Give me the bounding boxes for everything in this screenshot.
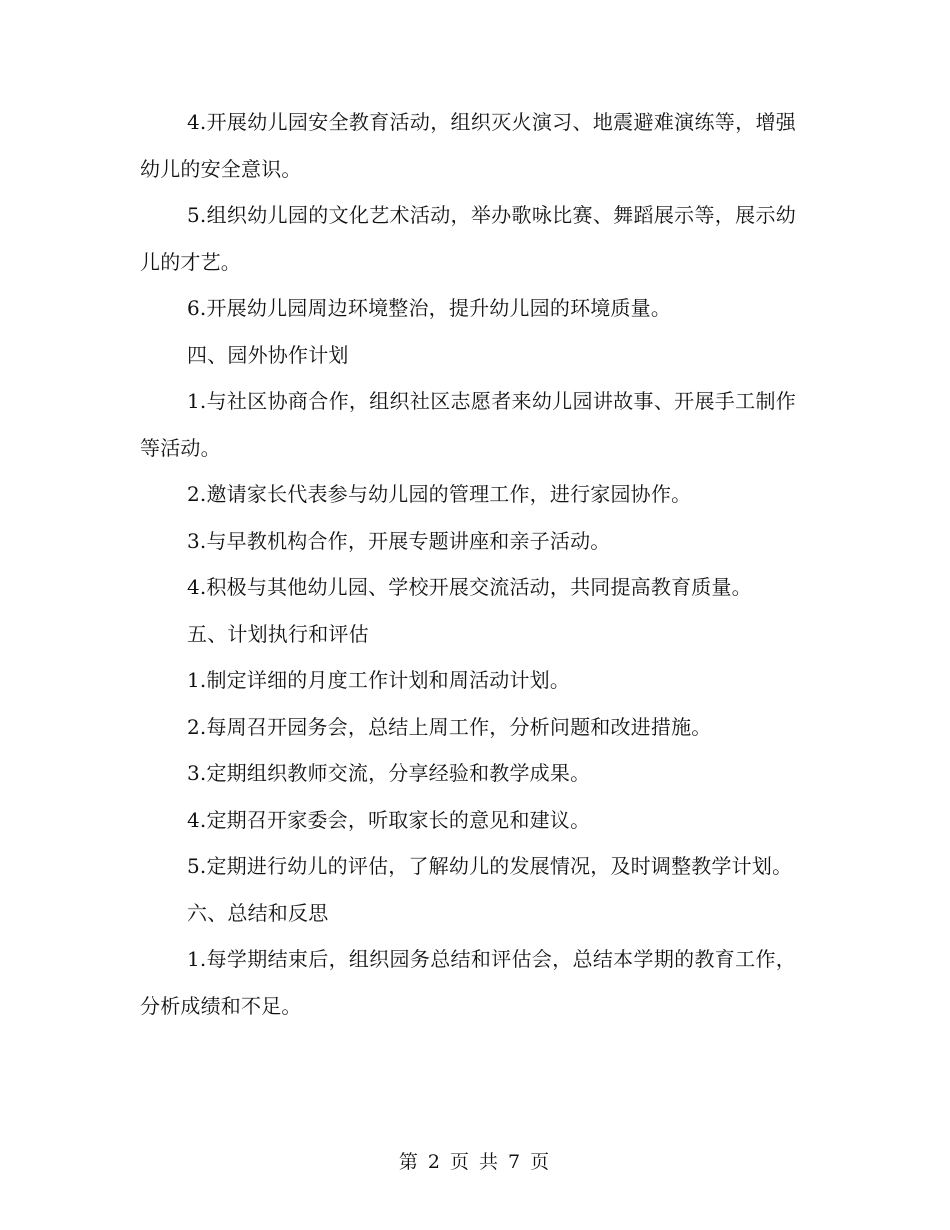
list-item-child-assessment: 5.定期进行幼儿的评估，了解幼儿的发展情况，及时调整教学计划。 [187,854,793,878]
document-body [140,99,796,1029]
list-item-arts-activities: 5.组织幼儿园的文化艺术活动，举办歌咏比赛、舞蹈展示等，展示幼儿的才艺。 [140,203,796,274]
list-item-environment: 6.开展幼儿园周边环境整治，提升幼儿园的环境质量。 [187,296,672,320]
list-item-semester-summary: 1.每学期结束后，组织园务总结和评估会，总结本学期的教育工作，分析成绩和不足。 [140,947,796,1018]
section-heading-summary-reflection: 六、总结和反思 [187,900,329,925]
list-item-parent-representatives: 2.邀请家长代表参与幼儿园的管理工作，进行家园协作。 [187,482,692,506]
section-heading-execution-evaluation: 五、计划执行和评估 [187,621,369,646]
list-item-parent-committee: 4.定期召开家委会，听取家长的意见和建议。 [187,807,591,832]
section-heading-external-cooperation: 四、园外协作计划 [187,342,349,367]
list-item-weekly-meeting: 2.每周召开园务会，总结上周工作，分析问题和改进措施。 [187,714,712,739]
list-item-teacher-exchange: 3.定期组织教师交流，分享经验和教学成果。 [187,761,591,785]
page-number-footer: 第 2 页 共 7 页 [398,1151,552,1173]
list-item-monthly-plan: 1.制定详细的月度工作计划和周活动计划。 [187,668,571,692]
list-item-community-cooperation: 1.与社区协商合作，组织社区志愿者来幼儿园讲故事、开展手工制作等活动。 [140,389,796,460]
list-item-safety-education: 4.开展幼儿园安全教育活动，组织灭火演习、地震避难演练等，增强幼儿的安全意识。 [140,110,796,181]
list-item-school-exchange: 4.积极与其他幼儿园、学校开展交流活动，共同提高教育质量。 [187,575,752,599]
list-item-early-education: 3.与早教机构合作，开展专题讲座和亲子活动。 [187,528,611,553]
